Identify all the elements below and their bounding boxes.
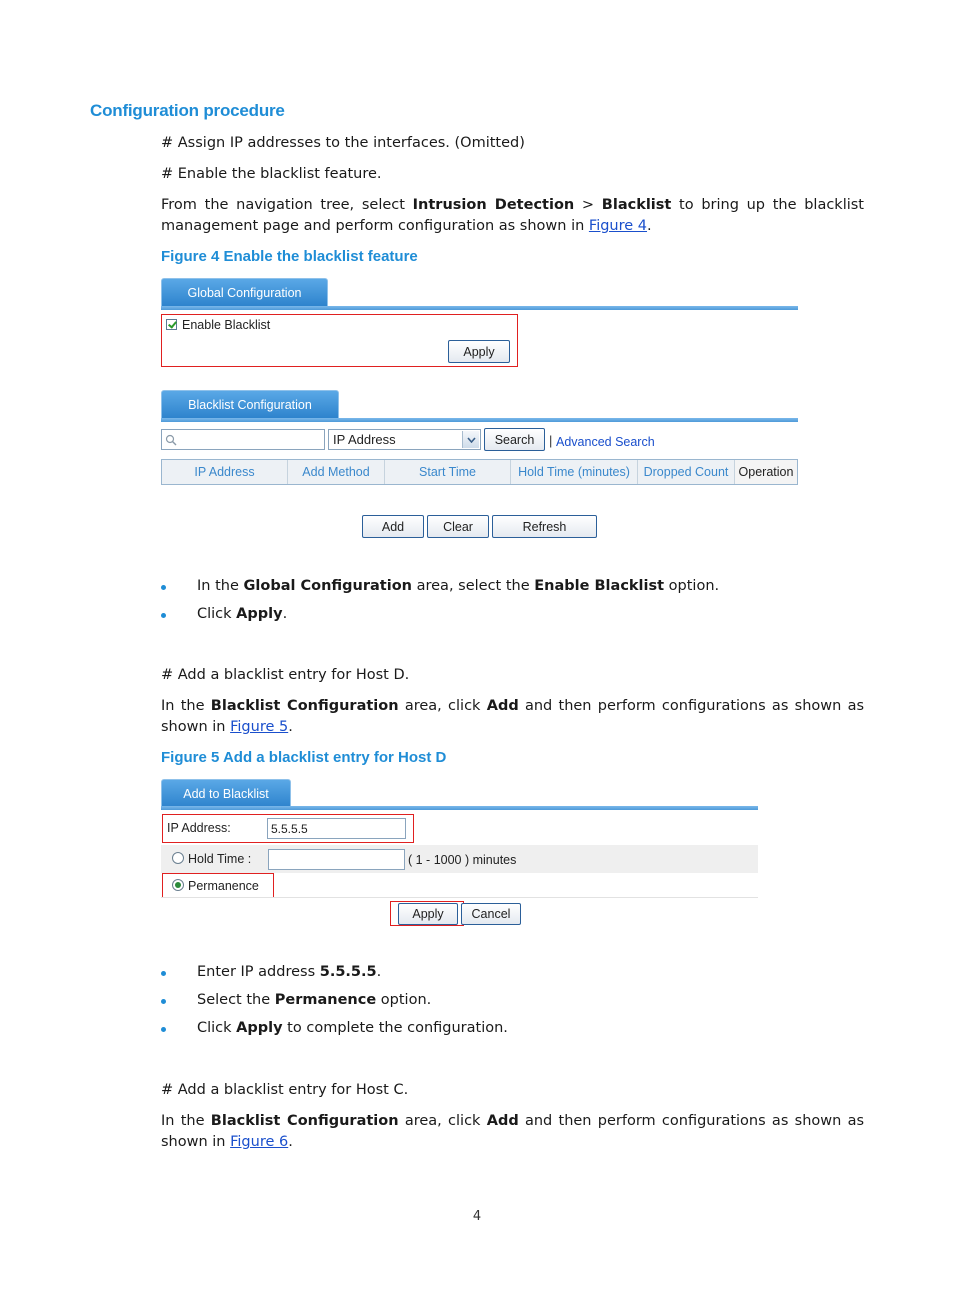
link-figure-4[interactable]: Figure 4 — [588, 218, 648, 234]
nav-end: . — [647, 218, 652, 234]
chevron-down-icon[interactable] — [462, 431, 479, 448]
ip-address-input[interactable]: 5.5.5.5 — [267, 818, 406, 839]
bullet-dot — [161, 971, 166, 976]
tab-underline — [161, 306, 798, 310]
hold-time-label: Hold Time : — [188, 852, 252, 866]
step-enable-blacklist: # Enable the blacklist feature. — [161, 166, 382, 182]
apply-button[interactable]: Apply — [398, 903, 458, 925]
hold-time-radio[interactable] — [172, 852, 184, 864]
hold-time-input[interactable] — [268, 849, 405, 870]
search-icon — [165, 434, 177, 446]
bullet-dot — [161, 585, 166, 590]
figure-4-caption: Figure 4 Enable the blacklist feature — [161, 248, 418, 265]
step-assign-ip: # Assign IP addresses to the interfaces. (Omitted) — [161, 135, 525, 151]
column-add-method[interactable]: Add Method — [288, 460, 385, 484]
nav-text-2: to bring up the blacklist management page and perform configuration as shown in — [161, 197, 864, 234]
column-dropped-count[interactable]: Dropped Count — [638, 460, 735, 484]
permanence-label: Permanence — [188, 879, 259, 893]
hold-time-range: ( 1 - 1000 ) minutes — [408, 853, 517, 867]
add-instruction-d: In the Blacklist Configuration area, click Add and then perform configurations as shown as shown in Figure 5. — [161, 698, 865, 735]
blacklist-table-header — [161, 459, 798, 485]
cancel-button[interactable]: Cancel — [461, 903, 521, 925]
column-hold-time[interactable]: Hold Time (minutes) — [511, 460, 638, 484]
column-ip-address[interactable]: IP Address — [162, 460, 288, 484]
link-figure-6[interactable]: Figure 6 — [230, 1134, 289, 1150]
column-start-time[interactable]: Start Time — [385, 460, 511, 484]
add-button[interactable]: Add — [362, 515, 424, 538]
tab-add-to-blacklist[interactable]: Add to Blacklist — [161, 779, 291, 809]
advanced-search-link[interactable]: Advanced Search — [556, 435, 655, 449]
refresh-button[interactable]: Refresh — [492, 515, 597, 538]
clear-button[interactable]: Clear — [427, 515, 489, 538]
step-add-host-d: # Add a blacklist entry for Host D. — [161, 667, 410, 683]
advanced-separator: | — [549, 433, 553, 448]
search-field-select[interactable] — [328, 429, 481, 450]
nav-bold-blacklist: Blacklist — [601, 197, 672, 213]
nav-bold-intrusion: Intrusion Detection — [412, 197, 575, 213]
figure-5-caption: Figure 5 Add a blacklist entry for Host D — [161, 749, 447, 766]
apply-button[interactable]: Apply — [448, 340, 510, 363]
search-input[interactable] — [161, 429, 325, 450]
enable-blacklist-label: Enable Blacklist — [182, 318, 271, 332]
nav-instruction — [161, 195, 864, 237]
page-number: 4 — [472, 1209, 482, 1224]
tab-underline-3 — [161, 806, 758, 810]
bullet-dot — [161, 1027, 166, 1032]
add-instruction-c: In the Blacklist Configuration area, click Add and then perform configurations as shown as shown in Figure 6. — [161, 1113, 865, 1150]
tab-global-configuration[interactable]: Global Configuration — [161, 278, 328, 308]
bullet-dot — [161, 613, 166, 618]
nav-text: From the navigation tree, select — [161, 197, 413, 213]
enable-blacklist-checkbox[interactable] — [166, 319, 177, 330]
ip-address-label: IP Address: — [167, 821, 231, 835]
step-add-host-c: # Add a blacklist entry for Host C. — [161, 1082, 409, 1098]
nav-separator: > — [574, 197, 602, 213]
search-field-value: IP Address — [333, 432, 396, 447]
section-heading: Configuration procedure — [90, 101, 285, 120]
tab-underline-2 — [161, 418, 798, 422]
column-operation: Operation — [735, 460, 797, 484]
search-button[interactable]: Search — [484, 428, 545, 451]
divider — [161, 897, 758, 898]
link-figure-5[interactable]: Figure 5 — [230, 719, 289, 735]
permanence-radio[interactable] — [172, 879, 184, 891]
bullet-dot — [161, 999, 166, 1004]
tab-blacklist-configuration[interactable]: Blacklist Configuration — [161, 390, 339, 420]
